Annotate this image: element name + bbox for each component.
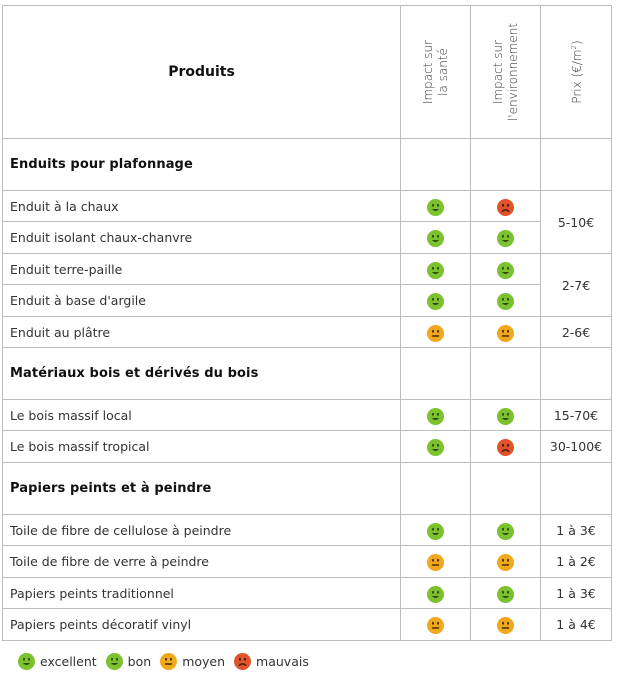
empty-cell — [541, 348, 612, 400]
section-title: Papiers peints et à peindre — [3, 463, 401, 515]
impact-env-cell — [471, 400, 541, 431]
header-produits: Produits — [3, 6, 401, 139]
table-row — [3, 400, 612, 431]
table-row — [3, 609, 612, 641]
impact-env-cell — [471, 285, 541, 317]
product-name: Papiers peints décoratif vinyl — [3, 609, 401, 641]
impact-env-cell — [471, 609, 541, 641]
impact-env-cell — [471, 515, 541, 546]
table-row — [3, 254, 612, 285]
excellent-smiley-icon — [497, 408, 514, 425]
impact-sante-cell — [401, 546, 471, 578]
table-row — [3, 431, 612, 463]
header-impact-environnement — [471, 6, 541, 139]
impact-sante-cell — [401, 431, 471, 463]
excellent-smiley-icon — [497, 523, 514, 540]
legend-label: mauvais — [256, 653, 309, 669]
impact-sante-cell — [401, 515, 471, 546]
excellent-smiley-icon — [427, 439, 444, 456]
products-table — [2, 5, 612, 641]
moyen-smiley-icon — [497, 617, 514, 634]
impact-sante-cell — [401, 254, 471, 285]
legend-item — [234, 653, 309, 670]
excellent-smiley-icon — [427, 199, 444, 216]
price-cell: 5-10€ — [541, 191, 612, 254]
impact-sante-cell — [401, 191, 471, 222]
excellent-smiley-icon — [18, 653, 35, 670]
section-title: Enduits pour plafonnage — [3, 139, 401, 191]
price-cell: 15-70€ — [541, 400, 612, 431]
header-prix — [541, 6, 612, 139]
product-name: Enduit terre-paille — [3, 254, 401, 285]
moyen-smiley-icon — [497, 554, 514, 571]
impact-sante-cell — [401, 609, 471, 641]
section-row — [3, 348, 612, 400]
price-cell: 1 à 3€ — [541, 578, 612, 609]
section-row — [3, 463, 612, 515]
bon-smiley-icon — [106, 653, 123, 670]
empty-cell — [541, 463, 612, 515]
product-name: Enduit à base d'argile — [3, 285, 401, 317]
excellent-smiley-icon — [427, 262, 444, 279]
price-cell: 1 à 2€ — [541, 546, 612, 578]
product-name: Papiers peints traditionnel — [3, 578, 401, 609]
impact-env-cell — [471, 254, 541, 285]
impact-env-cell — [471, 431, 541, 463]
impact-sante-cell — [401, 285, 471, 317]
empty-cell — [401, 463, 471, 515]
mauvais-smiley-icon — [234, 653, 251, 670]
impact-sante-cell — [401, 317, 471, 348]
empty-cell — [401, 139, 471, 191]
excellent-smiley-icon — [427, 293, 444, 310]
price-cell: 1 à 4€ — [541, 609, 612, 641]
legend — [18, 651, 318, 671]
legend-item — [106, 653, 152, 670]
header-env-line2: l'environnement — [505, 22, 520, 122]
empty-cell — [471, 139, 541, 191]
empty-cell — [471, 348, 541, 400]
excellent-smiley-icon — [427, 408, 444, 425]
header-impact-sante — [401, 6, 471, 139]
price-cell: 1 à 3€ — [541, 515, 612, 546]
impact-sante-cell — [401, 222, 471, 254]
empty-cell — [541, 139, 612, 191]
price-cell: 2-6€ — [541, 317, 612, 348]
table-row — [3, 191, 612, 222]
section-title: Matériaux bois et dérivés du bois — [3, 348, 401, 400]
header-env-line1: Impact sur — [490, 39, 505, 105]
header-prix-label: Prix $(€/m^2)$ — [570, 40, 584, 104]
excellent-smiley-icon — [427, 523, 444, 540]
product-name: Enduit au plâtre — [3, 317, 401, 348]
excellent-smiley-icon — [497, 262, 514, 279]
table-row — [3, 222, 612, 254]
impact-env-cell — [471, 546, 541, 578]
product-name: Enduit isolant chaux-chanvre — [3, 222, 401, 254]
product-name: Toile de fibre de cellulose à peindre — [3, 515, 401, 546]
empty-cell — [471, 463, 541, 515]
header-sante-line2: la santé — [435, 48, 450, 96]
product-name: Toile de fibre de verre à peindre — [3, 546, 401, 578]
moyen-smiley-icon — [427, 325, 444, 342]
section-row — [3, 139, 612, 191]
price-cell: 30-100€ — [541, 431, 612, 463]
legend-label: bon — [127, 653, 152, 669]
legend-item — [160, 653, 225, 670]
header-row — [3, 6, 612, 139]
moyen-smiley-icon — [497, 325, 514, 342]
moyen-smiley-icon — [427, 617, 444, 634]
impact-sante-cell — [401, 578, 471, 609]
impact-sante-cell — [401, 400, 471, 431]
excellent-smiley-icon — [497, 230, 514, 247]
excellent-smiley-icon — [497, 293, 514, 310]
product-name: Le bois massif tropical — [3, 431, 401, 463]
excellent-smiley-icon — [427, 586, 444, 603]
excellent-smiley-icon — [497, 586, 514, 603]
moyen-smiley-icon — [160, 653, 177, 670]
impact-env-cell — [471, 317, 541, 348]
price-cell: 2-7€ — [541, 254, 612, 317]
table-row — [3, 317, 612, 348]
impact-env-cell — [471, 191, 541, 222]
header-sante-line1: Impact sur — [420, 39, 435, 105]
impact-env-cell — [471, 222, 541, 254]
mauvais-smiley-icon — [497, 439, 514, 456]
excellent-smiley-icon — [427, 230, 444, 247]
moyen-smiley-icon — [427, 554, 444, 571]
impact-env-cell — [471, 578, 541, 609]
legend-item — [18, 653, 97, 670]
table-row — [3, 546, 612, 578]
table-row — [3, 578, 612, 609]
table-row — [3, 515, 612, 546]
product-name: Enduit à la chaux — [3, 191, 401, 222]
legend-label: moyen — [182, 653, 226, 669]
mauvais-smiley-icon — [497, 199, 514, 216]
empty-cell — [401, 348, 471, 400]
table-row — [3, 285, 612, 317]
product-name: Le bois massif local — [3, 400, 401, 431]
legend-label: excellent — [40, 653, 97, 669]
